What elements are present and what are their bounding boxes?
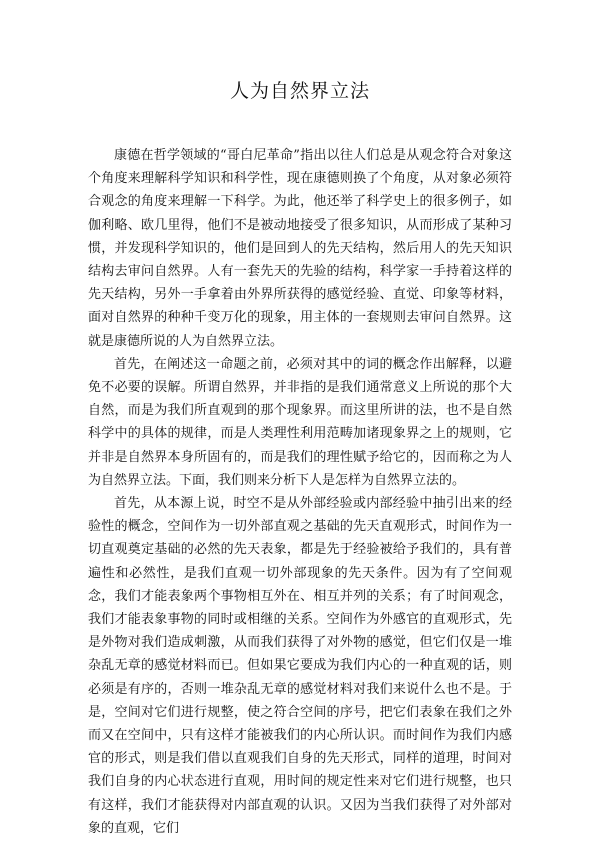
document-title: 人为自然界立法: [229, 80, 370, 102]
paragraph-1: 康德在哲学领域的“哥白尼革命”指出以往人们总是从观念符合对象这个角度来理解科学知识和科学性，现在康德则换了个角度，从对象必须符合观念的角度来理解一下科学。为此，他还举了科学史上的很多例子，如伽利略、欧几里得，他们不是被动地接受了很多知识，从而形成了某种习惯，并发现科学知识的，他们是回到人的先天结构，然后用人的先天知识结构去审问自然界。人有一套先天的先验的结构，科学家一手持着这样的先天结构，另外一手拿着由外界所获得的感觉经验、直觉、印象等材料，面对自然界的种种千变万化的现象，用主体的一套规则去审问自然界。这就是康德所说的人为自然界立法。: [88, 148, 512, 349]
paragraph-2: 首先，在阐述这一命题之前，必须对其中的词的概念作出解释，以避免不必要的误解。所谓自然界，并非指的是我们通常意义上所说的那个大自然，而是为我们所直观到的那个现象界。而这里所讲的法，也不是自然科学中的具体的规律，而是人类理性利用范畴加诸现象界之上的规则，它并非是自然界本身所固有的，而是我们的理性赋予给它的，因而称之为人为自然界立法。下面，我们则来分析下人是怎样为自然界立法的。: [88, 356, 512, 488]
paragraph-3: 首先，从本源上说，时空不是从外部经验或内部经验中抽引出来的经验性的概念，空间作为一切外部直观之基础的先天直观形式，时间作为一切直观奠定基础的必然的先天表象，都是先于经验被给予我们的，具有普遍性和必然性，是我们直观一切外部现象的先天条件。因为有了空间观念，我们才能表象两个事物相互外在、相互并列的关系；有了时间观念，我们才能表象事物的同时或相继的关系。空间作为外感官的直观形式，先是外物对我们造成刺激，从而我们获得了对外物的感觉，但它们仅是一堆杂乱无章的感觉材料而已。但如果它要成为我们内心的一种直观的话，则必须是有序的，否则一堆杂乱无章的感觉材料对我们来说什么也不是。于是，空间对它们进行规整，使之符合空间的序号，把它们表象在我们之外而又在空间中，只有这样才能被我们的内心所认识。而时间作为我们内感官的形式，则是我们借以直观我们自身的先天形式，同样的道理，时间对我们自身的内心状态进行直观，用时间的规定性来对它们进行规整，也只有这样，我们才能获得对内部直观的认识。又因为当我们获得了对外部对象的直观，它们: [88, 496, 512, 836]
